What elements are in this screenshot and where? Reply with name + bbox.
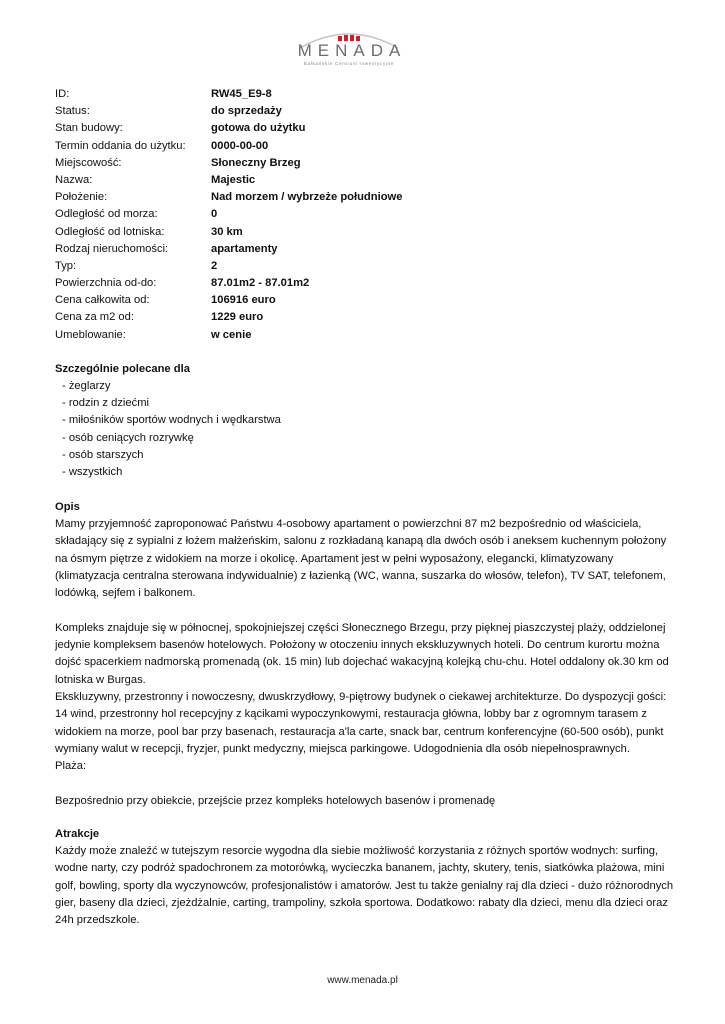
footer-url: www.menada.pl	[327, 975, 398, 986]
info-label: Cena za m2 od:	[55, 311, 134, 324]
recommended-title: Szczególnie polecane dla	[55, 363, 190, 375]
info-row-sea-distance	[55, 206, 402, 223]
info-row-position	[55, 189, 402, 206]
info-label: Cena całkowita od:	[55, 294, 150, 307]
info-label: Termin oddania do użytku:	[55, 139, 186, 152]
description-title: Opis	[55, 501, 80, 513]
attractions-title: Atrakcje	[55, 828, 100, 840]
info-row-construction-stage	[55, 120, 402, 137]
property-info-table	[55, 86, 402, 344]
attractions-section	[55, 826, 675, 929]
info-label: Umeblowanie:	[55, 328, 126, 341]
info-label: Rodzaj nieruchomości:	[55, 242, 169, 255]
list-item: - miłośników sportów wodnych i wędkarstwa	[62, 414, 281, 427]
info-label: Stan budowy:	[55, 122, 123, 135]
info-row-type	[55, 258, 402, 275]
info-label: Powierzchnia od-do:	[55, 277, 157, 290]
info-value: Słoneczny Brzeg	[211, 156, 301, 169]
info-value: 106916 euro	[211, 294, 276, 307]
list-item: - rodzin z dziećmi	[62, 397, 150, 410]
beach-label: Plaża:	[55, 760, 87, 773]
info-label: Typ:	[55, 259, 77, 272]
logo-tagline: Bałkańskie Centrum Inwestycyjne	[303, 61, 395, 66]
info-value: RW45_E9-8	[211, 88, 272, 100]
list-item: - wszystkich	[62, 465, 123, 478]
info-row-total-price	[55, 292, 402, 309]
info-label: Nazwa:	[55, 173, 93, 186]
recommended-list	[55, 378, 675, 481]
info-value: 2	[211, 259, 218, 272]
list-item: - żeglarzy	[62, 380, 111, 392]
info-value: gotowa do użytku	[211, 122, 306, 135]
info-label: Odległość od lotniska:	[55, 225, 165, 238]
info-label: Odległość od morza:	[55, 208, 158, 221]
logo-wordmark: MENADA	[297, 41, 407, 60]
info-value: 30 km	[211, 225, 243, 238]
info-row-id	[55, 86, 402, 103]
info-label: Położenie:	[55, 191, 108, 204]
info-value: 1229 euro	[211, 311, 264, 324]
info-row-area	[55, 275, 402, 292]
info-value: do sprzedaży	[211, 105, 282, 118]
list-item: - osób starszych	[62, 448, 144, 461]
info-label: Status:	[55, 105, 90, 118]
info-row-name	[55, 172, 402, 189]
info-row-price-per-m2	[55, 309, 402, 326]
info-row-completion-date	[55, 138, 402, 155]
info-row-property-type	[55, 241, 402, 258]
description-paragraph: Ekskluzywny, przestronny i nowoczesny, dwuskrzydłowy, 9-piętrowy budynek o ciekawej architekturze. Do dyspozycji gości: 14 wind, przestronny hol recepcyjny z kącikami wypoczynkowymi, restauracja główna, lobby bar z ogromnym tarasem z widokiem na morze, pool bar przy basenach, restauracja a'la carte, snack bar, centrum konferencyjne (60-500 osób), punkt wymiany walut w recepcji, fryzjer, punkt medyczny, miejsca parkingowe. Udogodnienia dla osób niepełnosprawnych.	[55, 690, 667, 755]
info-value: w cenie	[211, 328, 252, 341]
info-value: Nad morzem / wybrzeże południowe	[211, 191, 403, 204]
info-row-status	[55, 103, 402, 120]
attractions-paragraph: Każdy może znaleźć w tutejszym resorcie wygodna dla siebie możliwość korzystania z różnych sportów wodnych: surfing, wodne narty, czy podróż spadochronem za motorówką, wycieczka bananem, jachty, skutery, tenis, siatkówka plażowa, mini golf, bowling, sporty dla wyczynowców, profesjonalistów i amatorów. Jest tu także genialny raj dla dzieci - dużo różnorodnych gier, baseny dla dzieci, zjeżdżalnie, carting, trampoliny, szkoła sportowa. Dodatkowo: rabaty dla dzieci, menu dla dzieci oraz 24h przedszkole.	[55, 845, 674, 927]
info-row-location	[55, 155, 402, 172]
description-section	[55, 499, 675, 810]
info-value: apartamenty	[211, 242, 278, 255]
info-label: ID:	[55, 88, 70, 100]
info-value: 87.01m2 - 87.01m2	[211, 277, 310, 290]
info-label: Miejscowość:	[55, 156, 122, 169]
info-value: 0000-00-00	[211, 139, 269, 152]
recommended-section	[55, 361, 675, 481]
description-paragraph: Kompleks znajduje się w północnej, spokojniejszej części Słonecznego Brzegu, przy pięknej piaszczystej plaży, oddzielonej jedynie kompleksem basenów hotelowych. Położony w otoczeniu innych ekskluzywnych hoteli. Do centrum kurortu można dojść spacerkiem nadmorską promenadą (ok. 15 min) lub dojechać wakacyjną kolejką chu-chu. Hotel oddalony ok.30 km od lotniska w Burgas.	[55, 621, 669, 686]
info-row-airport-distance	[55, 224, 402, 241]
info-row-furnishing	[55, 327, 402, 344]
info-value: 0	[211, 208, 218, 221]
description-paragraph: Mamy przyjemność zaproponować Państwu 4-osobowy apartament o powierzchni 87 m2 bezpośrednio od właściciela, składający się z sypialni z łożem małżeńskim, salonu z rozkładaną kanapą dla dwóch osób i aneksem kuchennym położony na ósmym piętrze z widokiem na morze i okolicę. Apartament jest w pełni wyposażony, elegancki, klimatyzowany (klimatyzacja centralna sterowana indywidualnie) z łazienką (WC, wanna, suszarka do włosów, telefon), TV SAT, telefonem, lodówką, sejfem i balkonem.	[55, 518, 667, 600]
list-item: - osób ceniących rozrywkę	[62, 431, 194, 444]
info-value: Majestic	[211, 173, 256, 186]
menada-logo	[290, 26, 408, 70]
beach-text: Bezpośrednio przy obiekcie, przejście przez kompleks hotelowych basenów i promenadę	[55, 794, 496, 807]
